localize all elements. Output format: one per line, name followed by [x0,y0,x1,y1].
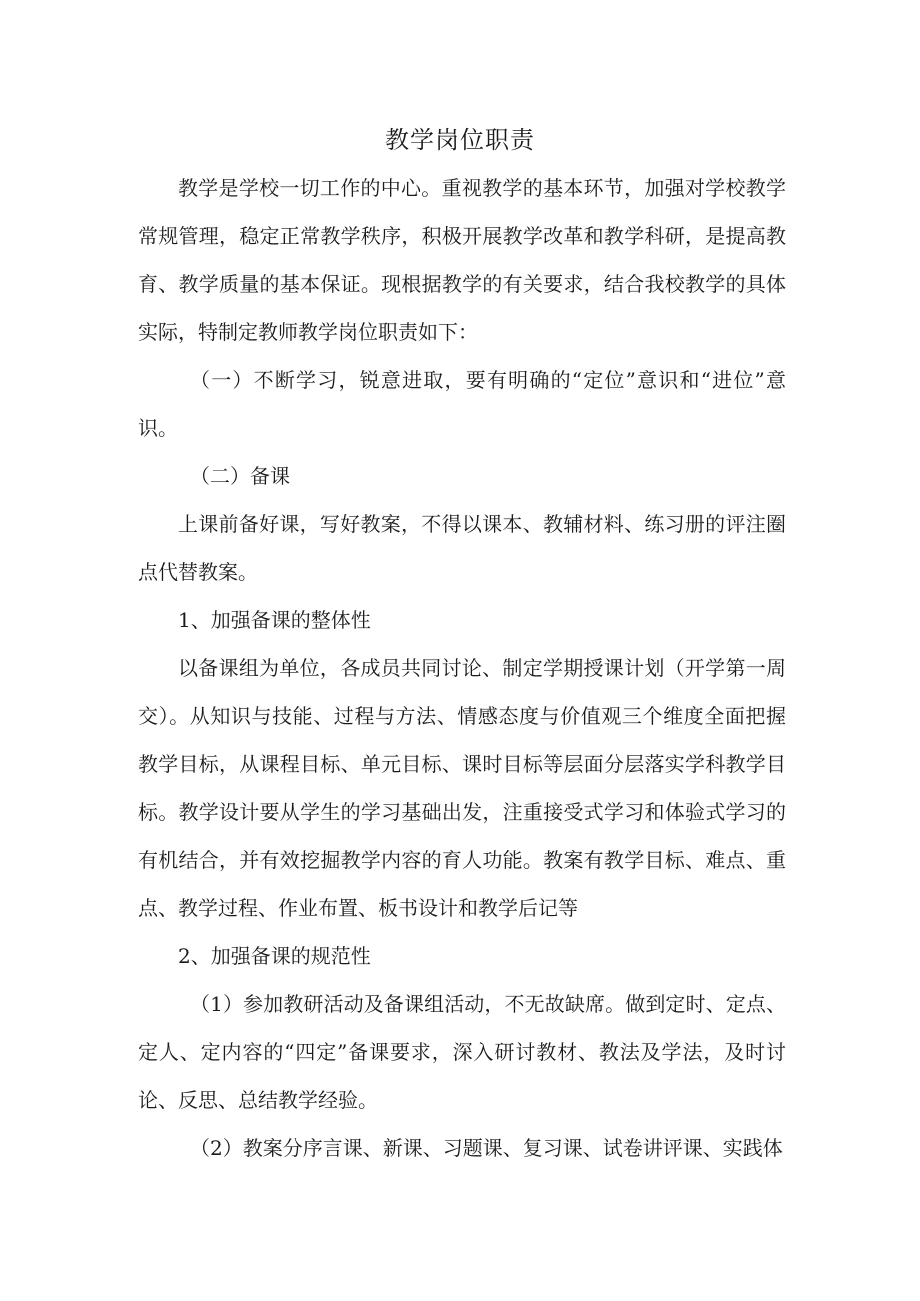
paragraph-standard-2: （2）教案分序言课、新课、习题课、复习课、试卷讲评课、实践体 [190,1136,783,1160]
paragraph-item-1: （一）不断学习，锐意进取，要有明确的“定位”意识和“进位”意识。 [138,368,786,440]
subheading-prep-standards: 2、加强备课的规范性 [178,944,371,968]
paragraph-standard-1: （1）参加教研活动及备课组活动，不无故缺席。做到定时、定点、定人、定内容的“四定”备课要求，深入研讨教材、教法及学法，及时讨论、反思、总结教学经验。 [138,992,786,1112]
paragraph-intro: 教学是学校一切工作的中心。重视教学的基本环节，加强对学校教学常规管理，稳定正常教学秩序，积极开展教学改革和教学科研，是提高教育、教学质量的基本保证。现根据教学的有关要求，结合我校教学的具体实际，特制定教师教学岗位职责如下： [138,176,786,344]
paragraph-prep-integrity: 以备课组为单位，各成员共同讨论、制定学期授课计划（开学第一周交）。从知识与技能、过程与方法、情感态度与价值观三个维度全面把握教学目标，从课程目标、单元目标、课时目标等层面分层落实学科教学目标。教学设计要从学生的学习基础出发，注重接受式学习和体验式学习的有机结合，并有效挖掘教学内容的育人功能。教案有教学目标、难点、重点、教学过程、作业布置、板书设计和教学后记等 [138,656,786,920]
document-title: 教学岗位职责 [385,126,535,154]
section-heading-lesson-prep: （二）备课 [190,464,290,488]
paragraph-lesson-prep: 上课前备好课，写好教案，不得以课本、教辅材料、练习册的评注圈点代替教案。 [138,512,786,584]
subheading-prep-integrity: 1、加强备课的整体性 [178,608,371,632]
